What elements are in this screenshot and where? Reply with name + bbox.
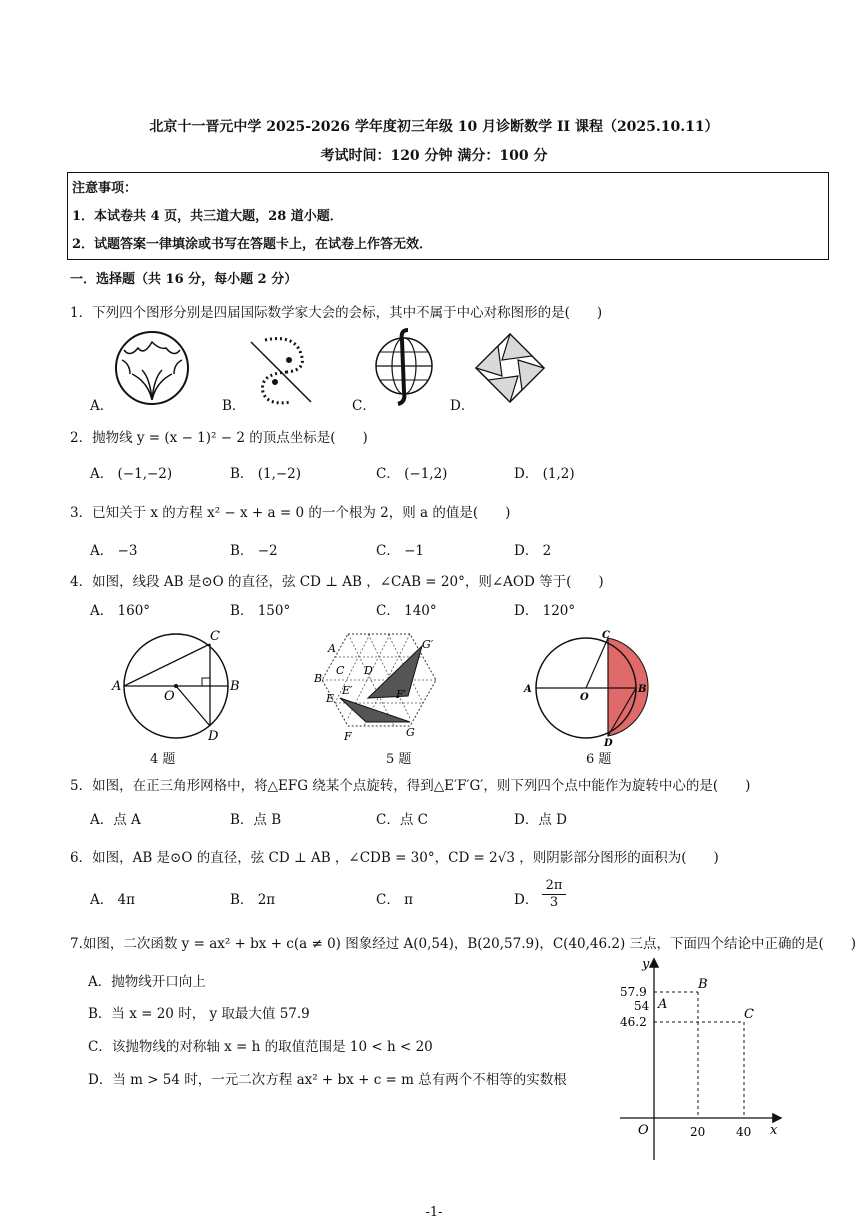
fig4-label-a: A — [112, 679, 122, 694]
fig7-point-b: B — [698, 977, 708, 992]
q6-fraction-numerator: 2π — [542, 878, 566, 895]
fig5-label-d: D — [364, 664, 373, 677]
q1-option-b: B． — [222, 398, 246, 414]
fig7-tick-20: 20 — [690, 1125, 706, 1139]
fig5-label-g-prime: G′ — [422, 638, 434, 651]
notice-heading: 注意事项： — [72, 181, 138, 196]
fig4-caption: 4 题 — [150, 752, 176, 767]
q6-option-d-fraction — [542, 878, 566, 911]
q2-stem: 2．抛物线 y = (x − 1)² − 2 的顶点坐标是( ) — [70, 430, 368, 446]
q7-option-a: A．抛物线开口向上 — [88, 974, 206, 990]
q6-option-a: A． 4π — [90, 892, 136, 908]
q7-stem: 7.如图，二次函数 y = ax² + bx + c(a ≠ 0) 图象经过 A(0,54)，B(20,57.9)，C(40,46.2) 三点，下面四个结论中正确的是( ) — [70, 936, 857, 952]
q2-option-c: C． (−1,2) — [376, 466, 448, 482]
q1-option-c: C． — [352, 398, 376, 414]
fig7-coordinate-diagram — [612, 954, 788, 1166]
fig7-origin: O — [638, 1123, 649, 1138]
fig7-tick-46-2: 46.2 — [620, 1015, 647, 1029]
fig4-label-b: B — [230, 679, 240, 694]
q7-option-c: C．该抛物线的对称轴 x = h 的取值范围是 10 < h < 20 — [88, 1039, 433, 1055]
notice-item-2: 2．试题答案一律填涂或书写在答题卡上，在试卷上作答无效． — [72, 237, 433, 252]
fig4-label-c: C — [210, 629, 220, 644]
fig6-circle-diagram — [516, 628, 656, 746]
q7-option-b: B．当 x = 20 时， y 取最大值 57.9 — [88, 1006, 310, 1022]
fig5-caption: 5 题 — [386, 752, 412, 767]
q5-option-d: D．点 D — [514, 812, 567, 828]
fig5-label-c: C — [336, 664, 345, 677]
fig5-grid-diagram — [312, 626, 442, 746]
q6-option-d: D． — [514, 892, 539, 908]
q7-option-d: D．当 m > 54 时，一元二次方程 ax² + bx + c = m 总有两个不相等的实数根 — [88, 1072, 567, 1088]
q1-stem: 1．下列四个图形分别是四届国际数学家大会的会标，其中不属于中心对称图形的是( ) — [70, 305, 603, 321]
fig6-label-b: B — [638, 684, 647, 695]
q2-option-a: A． (−1,−2) — [90, 466, 173, 482]
notice-item-1: 1．本试卷共 4 页，共三道大题，28 道小题． — [72, 209, 343, 224]
fig6-label-o: O — [580, 692, 589, 703]
fig6-label-c: C — [602, 630, 610, 641]
q5-option-b: B．点 B — [230, 812, 282, 828]
page-number: -1- — [425, 1205, 443, 1220]
q4-stem: 4．如图，线段 AB 是⊙O 的直径，弦 CD ⊥ AB ，∠CAB = 20°，则∠AOD 等于( ) — [70, 574, 604, 590]
q4-option-b: B． 150° — [230, 603, 291, 619]
q3-option-b: B． −2 — [230, 543, 278, 559]
q1-option-a: A． — [90, 398, 114, 414]
q2-option-b: B． (1,−2) — [230, 466, 302, 482]
fig7-axis-x: x — [770, 1123, 778, 1138]
q2-option-d: D． (1,2) — [514, 466, 575, 482]
exam-title: 北京十一晋元中学 2025-2026 学年度初三年级 10 月诊断数学 II 课程（2025.10.11） — [149, 119, 719, 135]
q5-stem: 5．如图，在正三角形网格中，将△EFG 绕某个点旋转，得到△E′F′G′，则下列四个点中能作为旋转中心的是( ) — [70, 778, 751, 794]
q1-logo-a — [112, 330, 194, 408]
q3-option-c: C． −1 — [376, 543, 425, 559]
fig7-tick-54: 54 — [634, 999, 650, 1013]
q4-option-a: A． 160° — [90, 603, 151, 619]
q1-logo-b — [245, 334, 319, 406]
fig5-label-b: B — [314, 672, 323, 685]
q1-logo-c — [372, 328, 438, 406]
section-1-title: 一．选择题（共 16 分，每小题 2 分） — [70, 272, 298, 287]
fig5-label-e-prime: E′ — [342, 684, 353, 697]
fig7-point-c: C — [744, 1007, 754, 1022]
fig4-label-o: O — [164, 689, 175, 704]
fig5-label-f: F — [344, 730, 352, 743]
q5-option-c: C．点 C — [376, 812, 428, 828]
q6-option-c: C． π — [376, 892, 413, 908]
fig4-circle-diagram — [108, 626, 248, 746]
fig5-label-a: A — [328, 642, 336, 655]
fig7-axis-y: y — [642, 957, 650, 972]
q5-option-a: A．点 A — [90, 812, 141, 828]
fig6-caption: 6 题 — [586, 752, 612, 767]
fig7-tick-40: 40 — [736, 1125, 752, 1139]
q1-logo-d — [472, 330, 548, 406]
fig6-label-a: A — [524, 684, 532, 695]
q6-stem: 6．如图，AB 是⊙O 的直径，弦 CD ⊥ AB ，∠CDB = 30°，CD = 2√3 ，则阴影部分图形的面积为( ) — [70, 850, 719, 866]
fig7-tick-57-9: 57.9 — [620, 985, 647, 999]
fig5-label-e: E — [326, 692, 335, 705]
q3-option-a: A． −3 — [90, 543, 138, 559]
fig6-label-d: D — [604, 738, 613, 746]
fig7-point-a: A — [658, 997, 668, 1012]
exam-subtitle: 考试时间：120 分钟 满分：100 分 — [320, 148, 548, 164]
fig4-label-d: D — [208, 729, 219, 744]
notice-box — [67, 172, 829, 260]
q4-option-c: C． 140° — [376, 603, 437, 619]
q3-option-d: D． 2 — [514, 543, 552, 559]
q3-stem: 3．已知关于 x 的方程 x² − x + a = 0 的一个根为 2，则 a 的值是( ) — [70, 505, 511, 521]
q6-fraction-denominator: 3 — [549, 895, 559, 910]
q4-option-d: D． 120° — [514, 603, 576, 619]
fig5-label-f-prime: F′ — [396, 688, 407, 701]
q1-option-d: D． — [450, 398, 475, 414]
q6-option-b: B． 2π — [230, 892, 276, 908]
fig5-label-g: G — [406, 726, 415, 739]
